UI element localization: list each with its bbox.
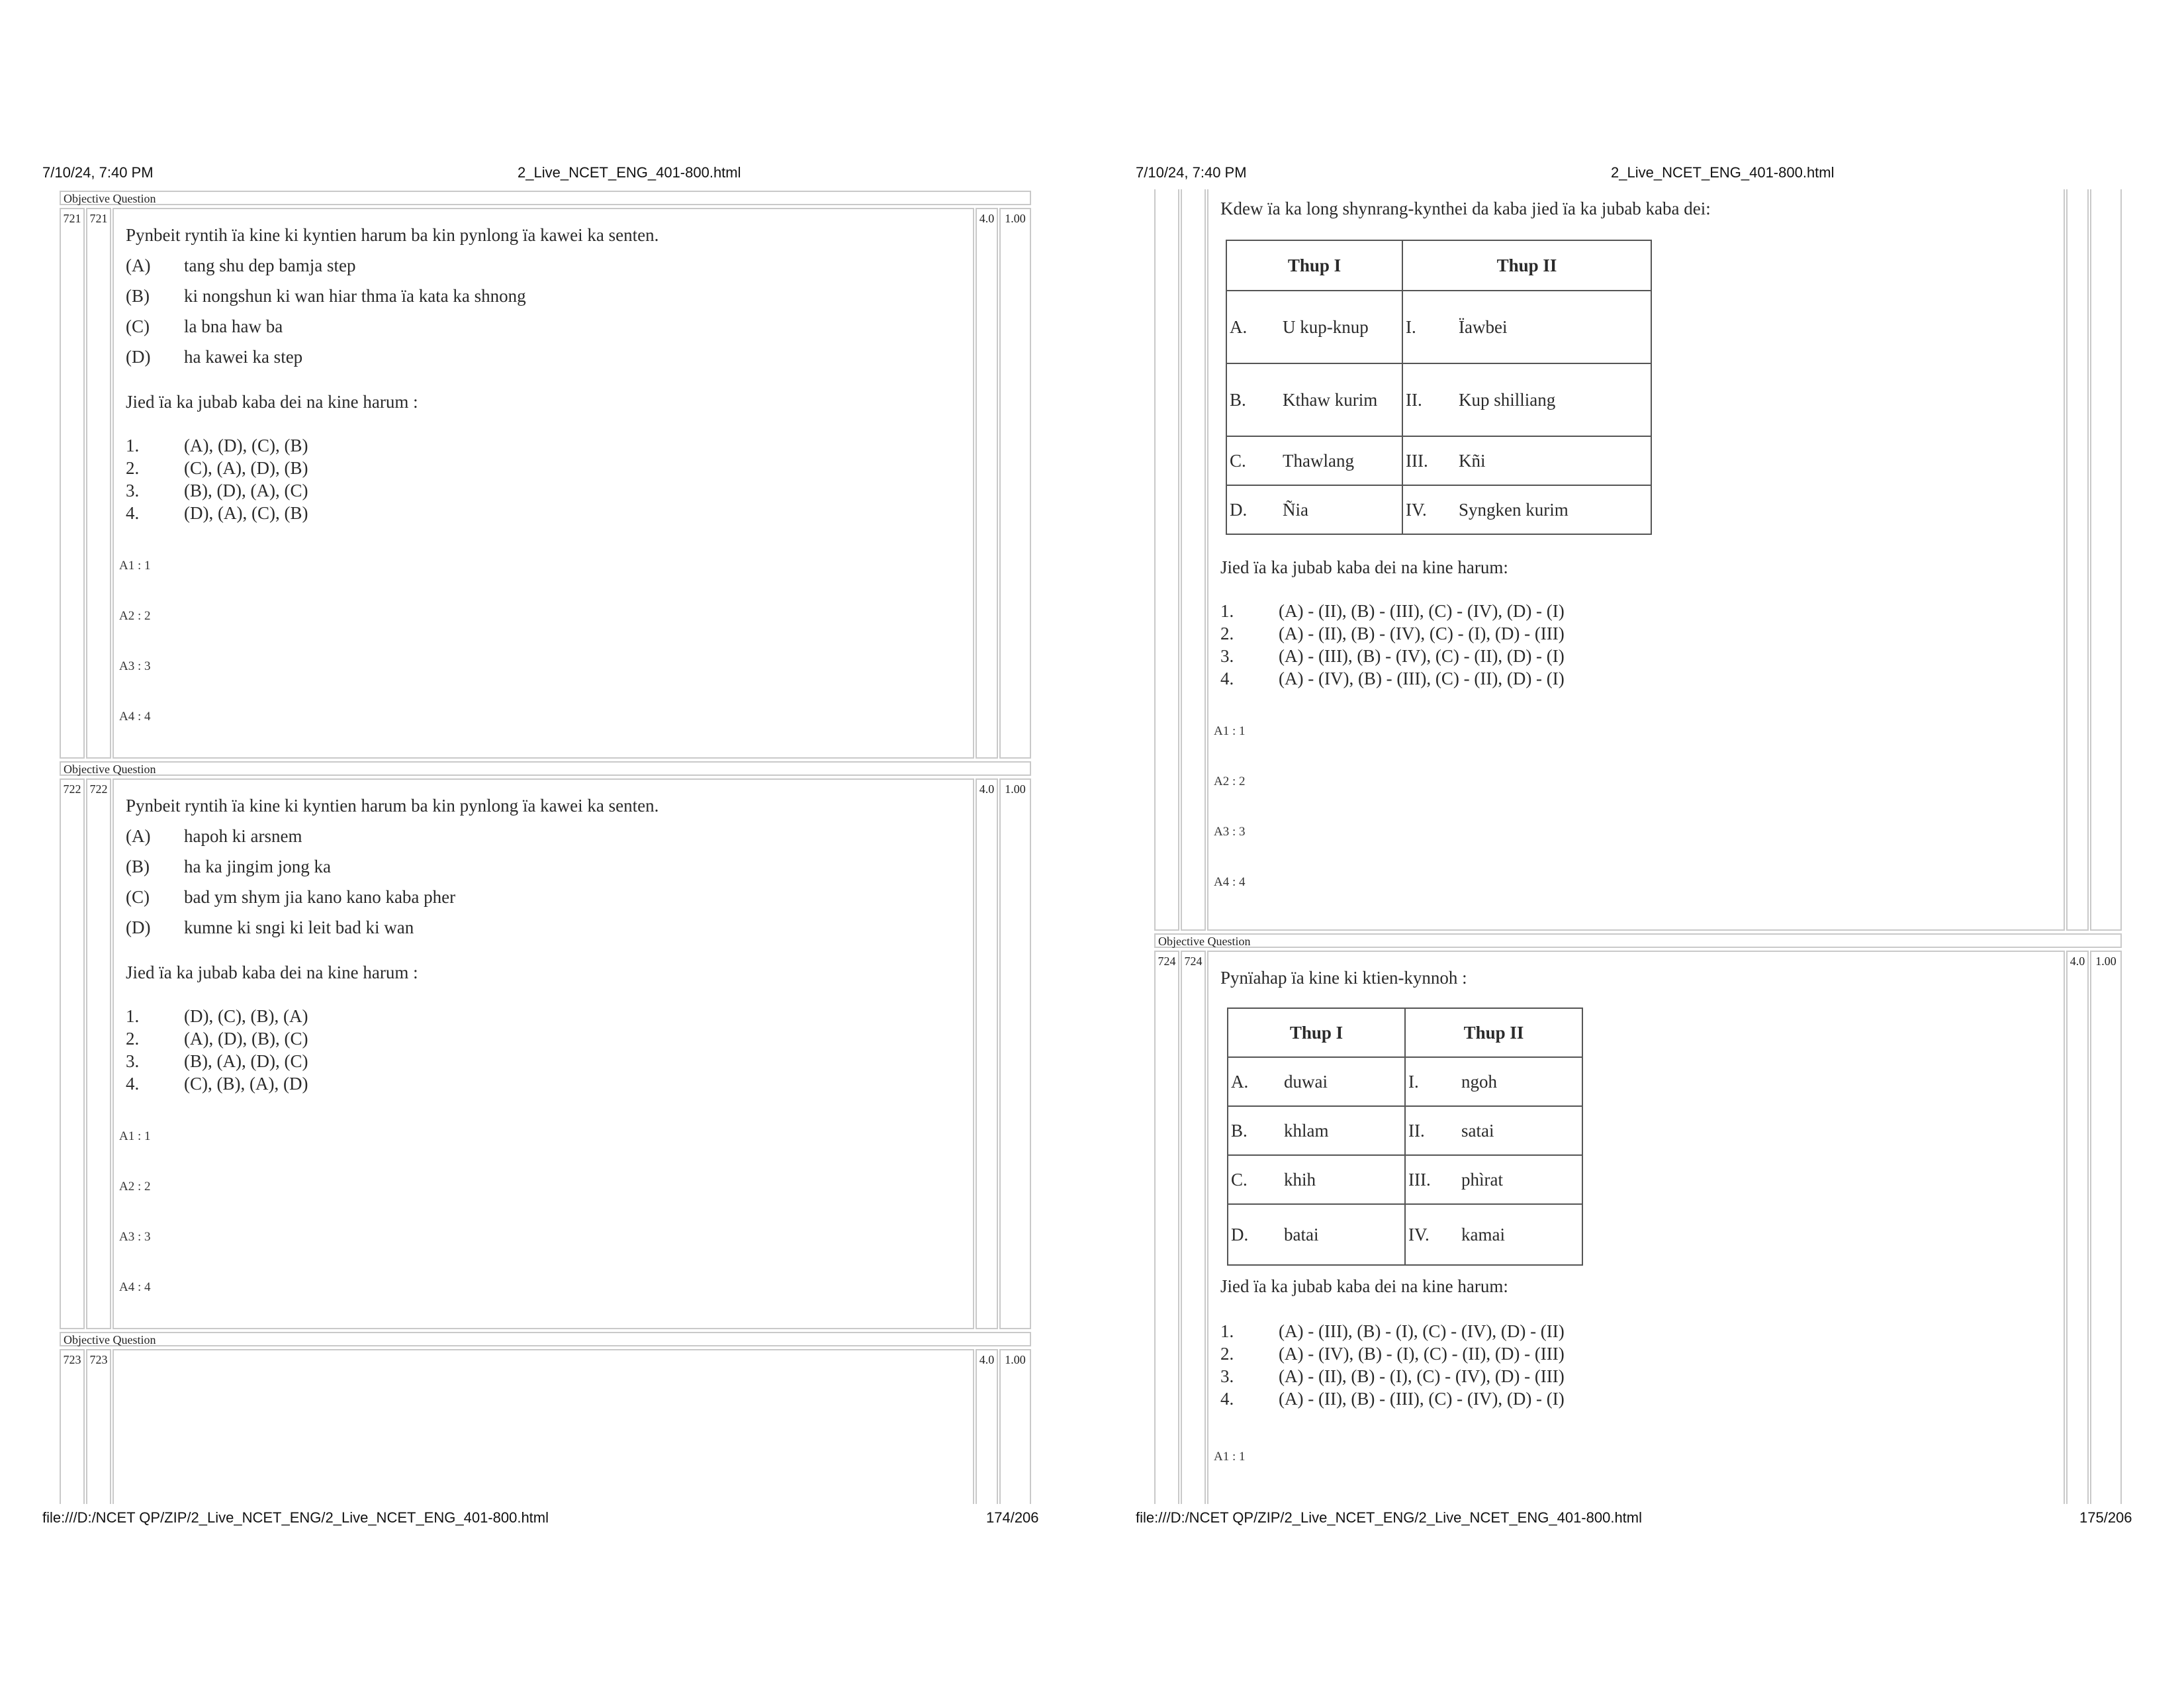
marks-positive: 4.0: [976, 778, 998, 1329]
answer-instruction: Jied ïa ka jubab kaba dei na kine harum:: [1220, 557, 1508, 577]
answer-instruction: Jied ïa ka jubab kaba dei na kine harum :: [126, 962, 418, 982]
marks-negative: 1.00: [999, 208, 1031, 759]
question-723: [60, 1349, 1031, 1504]
marks-negative: 1.00: [999, 1349, 1031, 1504]
marks-negative: 1.00: [999, 778, 1031, 1329]
question-serial-cont: [1154, 189, 1179, 931]
answer-label-a1: A1 : 1: [1214, 724, 1246, 738]
answer-label-a1: A1 : 1: [119, 1129, 151, 1143]
option-c: (C) la bna haw ba: [126, 316, 283, 336]
match-table: [1227, 1008, 1583, 1266]
answer-label-a1: A1 : 1: [119, 559, 151, 573]
question-722: [60, 778, 1031, 1329]
answer-label-a2: A2 : 2: [1214, 774, 1246, 788]
print-url: file:///D:/NCET QP/ZIP/2_Live_NCET_ENG/2_Live_NCET_ENG_401-800.html: [1136, 1509, 1643, 1526]
option-a: (A) tang shu dep bamja step: [126, 256, 356, 275]
answer-label-a4: A4 : 4: [1214, 875, 1246, 889]
question-stem: Pynbeit ryntih ïa kine ki kyntien harum ba kin pynlong ïa kawei ka senten.: [126, 225, 659, 245]
question-body: [113, 778, 974, 1329]
table-head-1: Thup I: [1226, 240, 1402, 291]
question-serial: 724: [1154, 951, 1179, 1504]
page-175: [1092, 0, 2184, 1688]
question-721: [60, 208, 1031, 759]
answer-label-a3: A3 : 3: [1214, 825, 1246, 839]
answer-choices: 1. (A) - (II), (B) - (III), (C) - (IV), (D) - (I) 2. (A) - (II), (B) - (IV), (C) - (I), (D) - (III) 3. (A) - (III), (B) - (IV), (C) - (II), (D) - (I) 4. (A) - (IV), (B) - (III), (C) - (II), (D) - (I): [1220, 601, 1565, 688]
answer-label-a4: A4 : 4: [119, 710, 151, 724]
marks-positive-cont: [2066, 189, 2089, 931]
question-stem: Pynïahap ïa kine ki ktien-kynnoh :: [1220, 968, 1467, 988]
answer-label-a2: A2 : 2: [119, 1180, 151, 1194]
match-table: [1226, 240, 1652, 535]
table-row: B. Kthaw kurim II. Kup shilliang: [1226, 363, 1651, 436]
answer-choices: 1. (A) - (III), (B) - (I), (C) - (IV), (D) - (II) 2. (A) - (IV), (B) - (I), (C) - (II), (D) - (III) 3. (A) - (II), (B) - (I), (C) - (IV), (D) - (III) 4. (A) - (II), (B) - (III), (C) - (IV), (D) - (I): [1220, 1321, 1565, 1409]
marks-negative: 1.00: [2090, 951, 2122, 1504]
question-id: 724: [1181, 951, 1206, 1504]
section-label: Objective Question: [60, 761, 1031, 776]
option-b: (B) ki nongshun ki wan hiar thma ïa kata ka shnong: [126, 286, 526, 306]
answer-instruction: Jied ïa ka jubab kaba dei na kine harum:: [1220, 1276, 1508, 1296]
question-body: [1207, 951, 2065, 1504]
question-body: [113, 208, 974, 759]
marks-positive: 4.0: [2066, 951, 2089, 1504]
print-date: 7/10/24, 7:40 PM: [1136, 164, 1247, 181]
option-d: (D) kumne ki sngi ki leit bad ki wan: [126, 917, 414, 937]
table-row: A. U kup-knup I. Ïawbei: [1226, 291, 1651, 363]
marks-negative-cont: [2090, 189, 2122, 931]
answer-choices: 1. (A), (D), (C), (B) 2. (C), (A), (D), (B) 3. (B), (D), (A), (C) 4. (D), (A), (C), (B): [126, 436, 308, 523]
page-number: 175/206: [2079, 1509, 2132, 1526]
print-url: file:///D:/NCET QP/ZIP/2_Live_NCET_ENG/2_Live_NCET_ENG_401-800.html: [42, 1509, 549, 1526]
answer-instruction: Jied ïa ka jubab kaba dei na kine harum :: [126, 392, 418, 412]
question-serial: 722: [60, 778, 85, 1329]
table-head-2: Thup II: [1402, 240, 1651, 291]
table-head-1: Thup I: [1228, 1008, 1405, 1057]
answer-choices: 1. (D), (C), (B), (A) 2. (A), (D), (B), (C) 3. (B), (A), (D), (C) 4. (C), (B), (A), (D): [126, 1006, 308, 1094]
section-label: Objective Question: [60, 191, 1031, 205]
question-serial: 723: [60, 1349, 85, 1504]
answer-label-a4: A4 : 4: [119, 1280, 151, 1294]
question-723-continued: [1154, 189, 2122, 931]
question-stem: Kdew ïa ka long shynrang-kynthei da kaba jied ïa ka jubab kaba dei:: [1220, 199, 1711, 218]
print-date: 7/10/24, 7:40 PM: [42, 164, 154, 181]
option-a: (A) hapoh ki arsnem: [126, 826, 302, 846]
table-row: D. Ñia IV. Syngken kurim: [1226, 485, 1651, 534]
question-stem: Pynbeit ryntih ïa kine ki kyntien harum ba kin pynlong ïa kawei ka senten.: [126, 796, 659, 816]
table-row: A. duwai I. ngoh: [1228, 1057, 1582, 1106]
table-row: D. batai IV. kamai: [1228, 1204, 1582, 1265]
answer-label-a2: A2 : 2: [119, 609, 151, 623]
question-body: [1207, 189, 2065, 931]
table-row: C. Thawlang III. Kñi: [1226, 436, 1651, 485]
marks-positive: 4.0: [976, 208, 998, 759]
option-c: (C) bad ym shym jia kano kano kaba pher: [126, 887, 456, 907]
question-id-cont: [1181, 189, 1206, 931]
section-label: Objective Question: [1154, 933, 2122, 948]
print-filename: 2_Live_NCET_ENG_401-800.html: [1611, 164, 1835, 181]
question-id: 721: [86, 208, 111, 759]
section-label: Objective Question: [60, 1332, 1031, 1346]
answer-label-a3: A3 : 3: [119, 1230, 151, 1244]
question-id: 723: [86, 1349, 111, 1504]
question-724: [1154, 951, 2122, 1504]
answer-label-a3: A3 : 3: [119, 659, 151, 673]
table-row: B. khlam II. satai: [1228, 1106, 1582, 1155]
table-head-2: Thup II: [1405, 1008, 1582, 1057]
page-number: 174/206: [986, 1509, 1039, 1526]
marks-positive: 4.0: [976, 1349, 998, 1504]
question-serial: 721: [60, 208, 85, 759]
option-d: (D) ha kawei ka step: [126, 347, 303, 367]
option-b: (B) ha ka jingim jong ka: [126, 857, 331, 876]
question-body: [113, 1349, 974, 1504]
print-filename: 2_Live_NCET_ENG_401-800.html: [518, 164, 741, 181]
question-id: 722: [86, 778, 111, 1329]
table-row: C. khih III. phìrat: [1228, 1155, 1582, 1204]
answer-label-a1: A1 : 1: [1214, 1450, 1246, 1464]
